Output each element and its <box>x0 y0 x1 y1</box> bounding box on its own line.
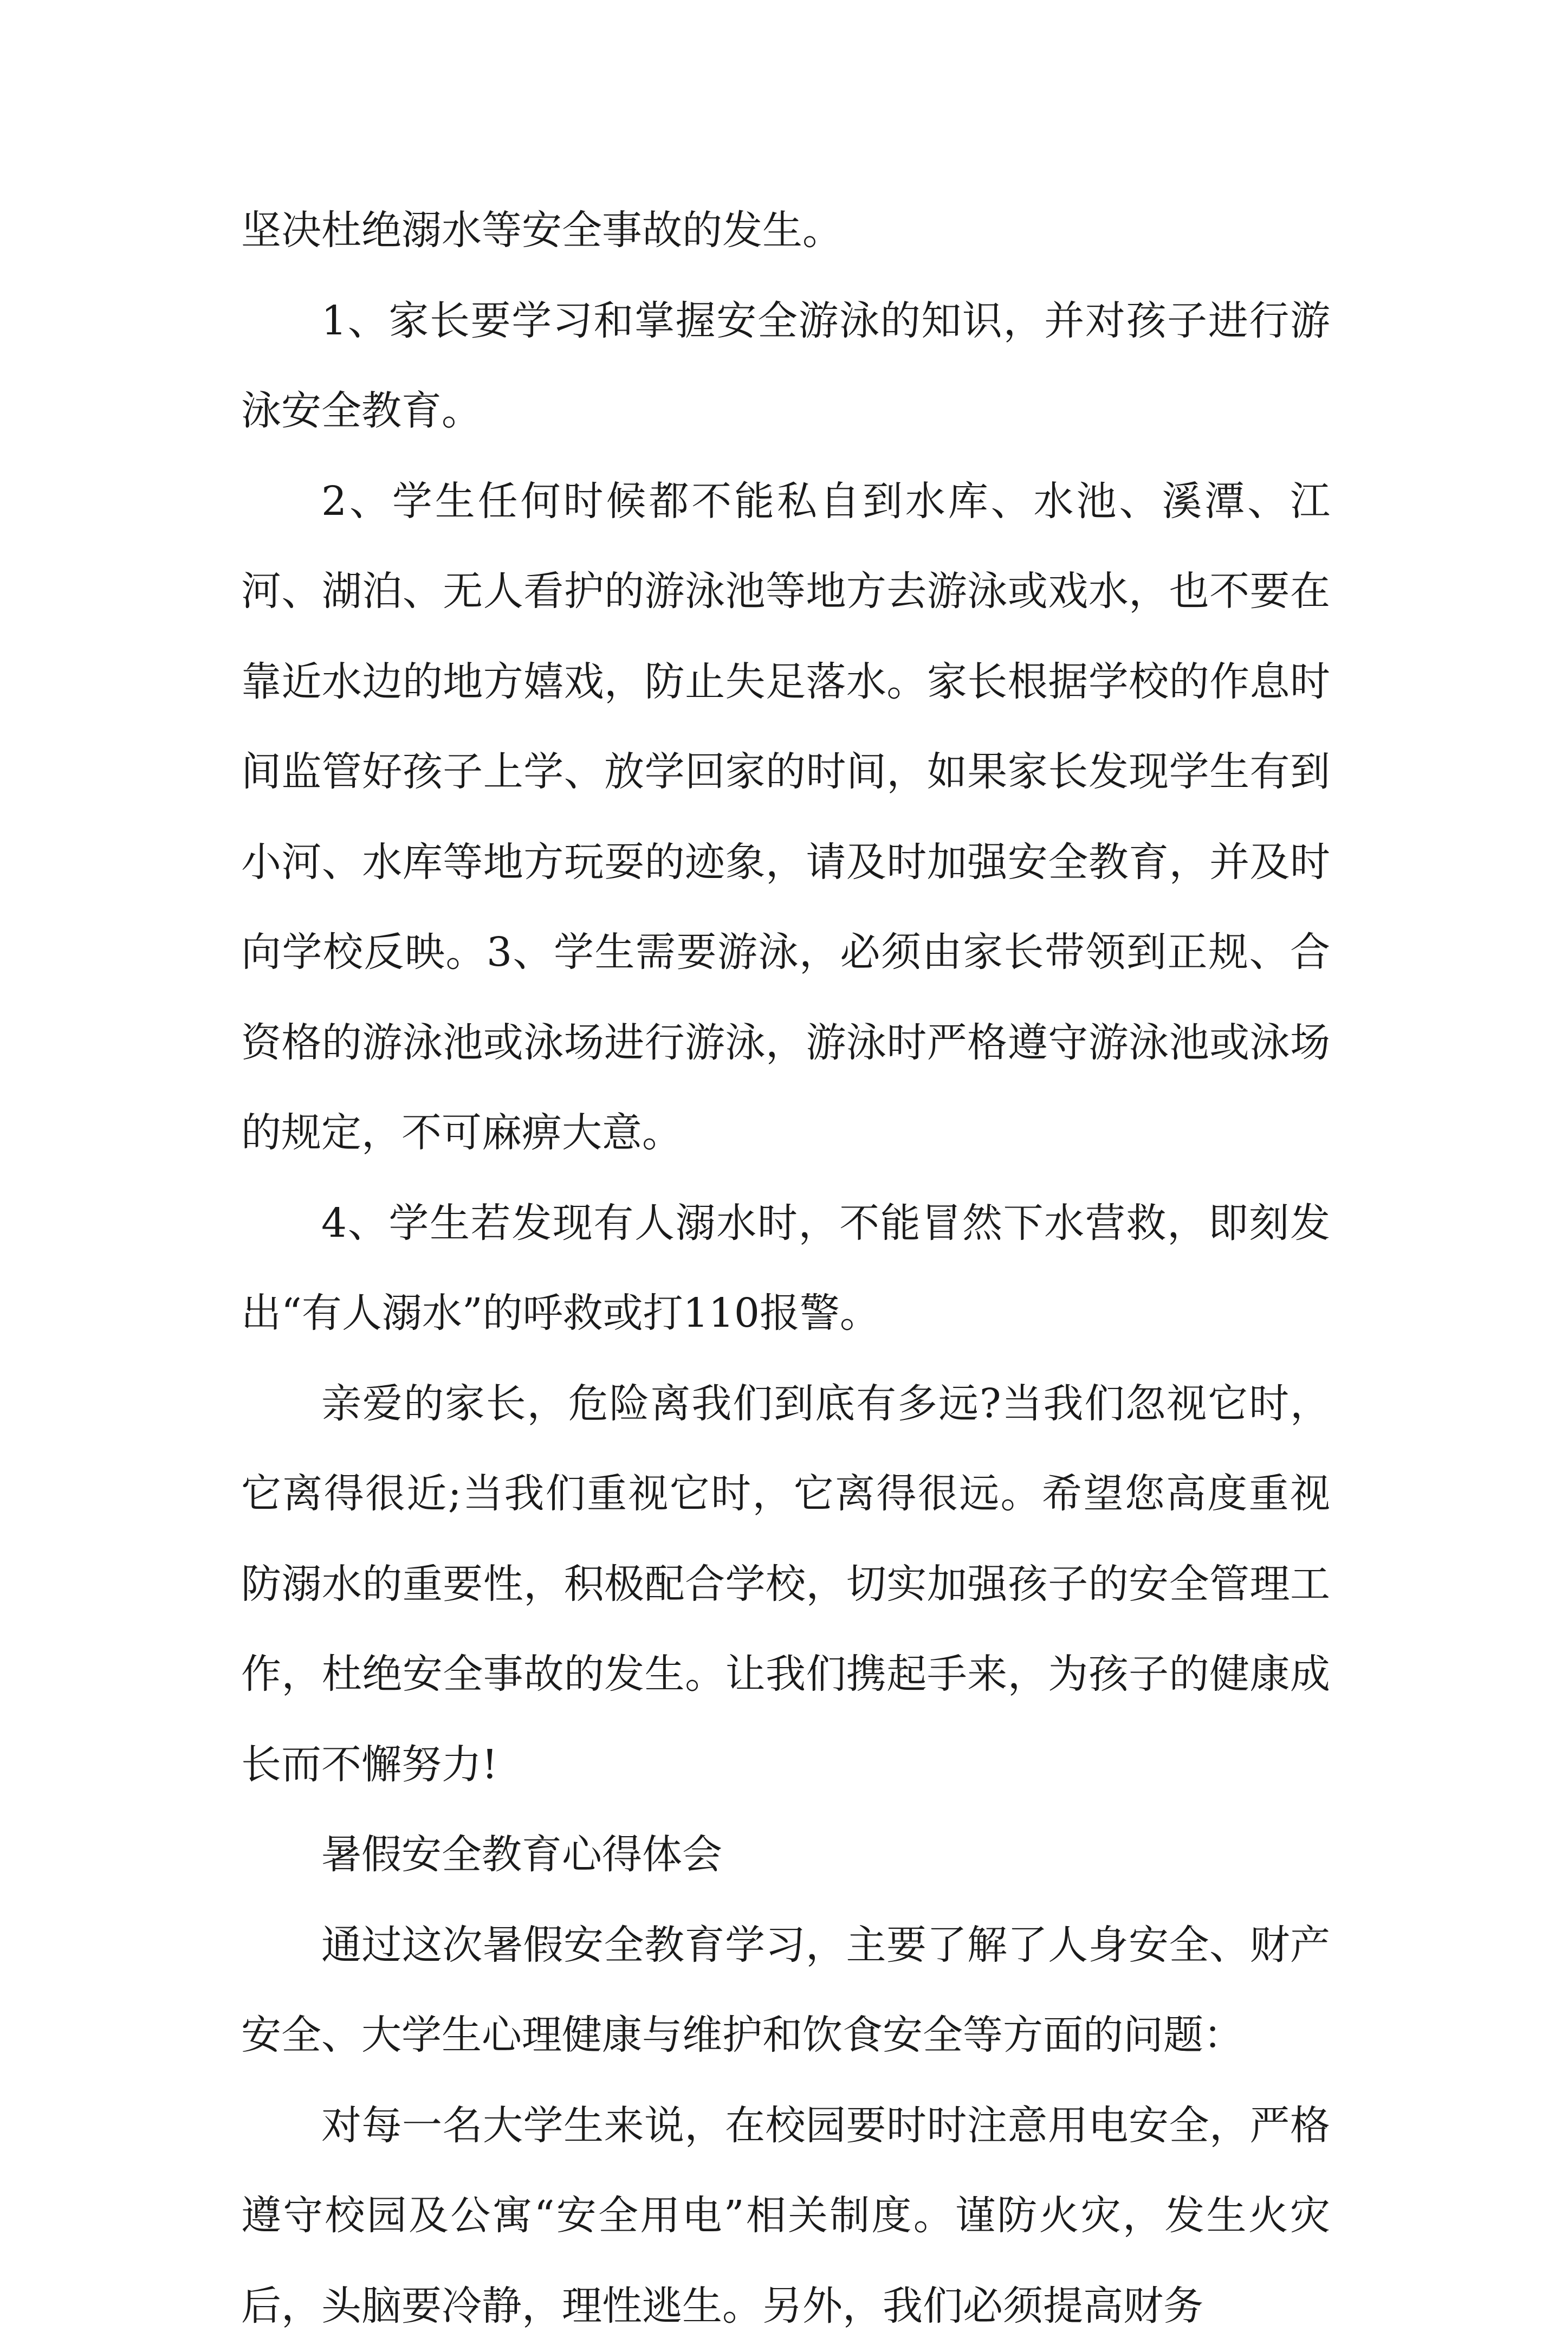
section-heading: 暑假安全教育心得体会 <box>241 1810 1330 1900</box>
paragraph-electric-safety: 对每一名大学生来说，在校园要时时注意用电安全，严格遵守校园及公寓“安全用电”相关制度。谨防火灾，发生火灾后，头脑要冷静，理性逃生。另外，我们必须提高财务 <box>241 2081 1330 2351</box>
paragraph-item-4: 4、学生若发现有人溺水时，不能冒然下水营救，即刻发出“有人溺水”的呼救或打110报警。 <box>241 1178 1330 1359</box>
paragraph-continuation: 坚决杜绝溺水等安全事故的发生。 <box>241 185 1330 276</box>
paragraph-intro: 通过这次暑假安全教育学习，主要了解了人身安全、财产安全、大学生心理健康与维护和饮食安全等方面的问题： <box>241 1900 1330 2081</box>
paragraph-item-1: 1、家长要学习和掌握安全游泳的知识，并对孩子进行游泳安全教育。 <box>241 276 1330 456</box>
paragraph-parents-appeal: 亲爱的家长，危险离我们到底有多远?当我们忽视它时，它离得很近;当我们重视它时，它离得很远。希望您高度重视防溺水的重要性，积极配合学校，切实加强孩子的安全管理工作，杜绝安全事故的发生。让我们携起手来，为孩子的健康成长而不懈努力! <box>241 1359 1330 1810</box>
document-body <box>241 185 1330 2351</box>
paragraph-item-2-3: 2、学生任何时候都不能私自到水库、水池、溪潭、江河、湖泊、无人看护的游泳池等地方去游泳或戏水，也不要在靠近水边的地方嬉戏，防止失足落水。家长根据学校的作息时间监管好孩子上学、放学回家的时间，如果家长发现学生有到小河、水库等地方玩耍的迹象，请及时加强安全教育，并及时向学校反映。3、学生需要游泳，必须由家长带领到正规、合资格的游泳池或泳场进行游泳，游泳时严格遵守游泳池或泳场的规定，不可麻痹大意。 <box>241 456 1330 1178</box>
